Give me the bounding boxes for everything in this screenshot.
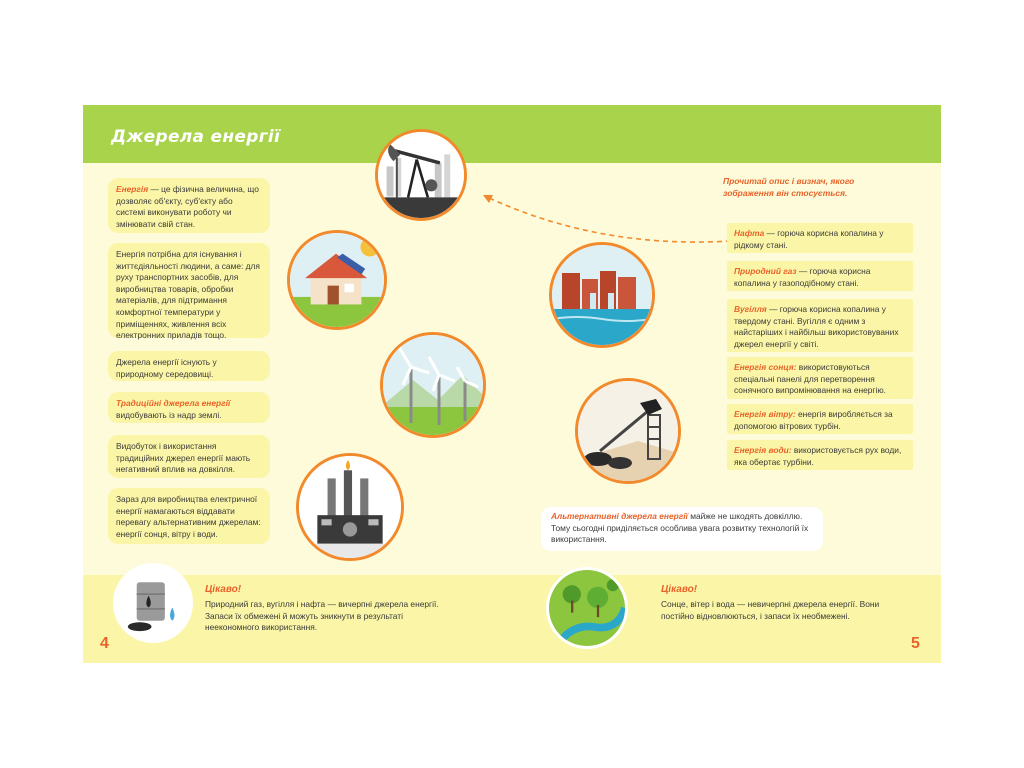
alternative-now-text: Зараз для виробництва електричної енергії намагаються віддавати перевагу альтернативним джерелам: енергії сонця, вітру і води. bbox=[116, 494, 261, 539]
sun-text: використовуються спеціальні панелі для перетворення сонячного випромінювання на енергію. bbox=[734, 362, 886, 396]
page-number-left: 4 bbox=[100, 635, 109, 652]
wind-box bbox=[727, 404, 913, 434]
traditional-text: видобувають із надр землі. bbox=[116, 409, 222, 420]
wind-turbines-circle bbox=[380, 332, 486, 438]
wind-text: енергія виробляється за допомогою вітрових турбін. bbox=[734, 409, 893, 431]
fact-left-text: Природний газ, вугілля і нафта — вичерпні джерела енергії. Запаси їх обмежені й можуть зникнути в результаті неекономного використання. bbox=[205, 599, 439, 633]
water-text: використовується рух води, яка обертає турбіни. bbox=[734, 445, 902, 467]
oil-pump-circle bbox=[375, 129, 467, 221]
oil-term: Нафта bbox=[734, 228, 765, 238]
sun-box bbox=[727, 357, 913, 399]
coal-box bbox=[727, 299, 913, 352]
coal-term: Вугілля bbox=[734, 304, 767, 314]
river-landscape-circle bbox=[546, 567, 628, 649]
coal-mine-circle bbox=[575, 378, 681, 484]
fact-right-text: Сонце, вітер і вода — невичерпні джерела енергії. Вони постійно відновлюються, і запаси їх необмежені. bbox=[661, 599, 880, 621]
energy-need-box bbox=[108, 243, 270, 341]
nature-text: Джерела енергії існують у природному середовищі. bbox=[116, 357, 217, 379]
instruction-text: Прочитай опис і визнач, якого зображення він стосується. bbox=[723, 176, 855, 198]
fact-right-title: Цікаво! bbox=[661, 584, 698, 595]
nature-box bbox=[108, 351, 270, 381]
water-term: Енергія води: bbox=[734, 445, 792, 455]
wind-term: Енергія вітру: bbox=[734, 409, 796, 419]
energy-need-text: Енергія потрібна для існування і життєдіяльності людини, а саме: для руху транспортних засобів, для виробництва товарів, обробки матеріалів, для підтримання комфортної температури у приміщеннях, живлення всіх електронних приладів тощо. bbox=[116, 249, 260, 341]
river-landscape-icon bbox=[549, 570, 625, 646]
solar-house-circle bbox=[287, 230, 387, 330]
oil-text: — горюча корисна копалина у рідкому стані. bbox=[734, 228, 884, 250]
barrel-icon bbox=[116, 566, 190, 640]
traditional-box bbox=[108, 392, 270, 423]
coal-mine-icon bbox=[578, 381, 678, 481]
energy-term: Енергія bbox=[116, 184, 149, 194]
dashed-arrow-icon bbox=[479, 189, 739, 249]
page-title: Джерела енергії bbox=[111, 127, 281, 147]
gas-term: Природний газ bbox=[734, 266, 797, 276]
water-box bbox=[727, 440, 913, 470]
gas-text: — горюча корисна копалина у газоподібному стані. bbox=[734, 266, 871, 288]
page-number-right: 5 bbox=[911, 635, 920, 652]
gas-plant-icon bbox=[299, 456, 401, 558]
oil-box bbox=[727, 223, 913, 253]
coal-text: — горюча корисна копалина у твердому стані. Вугілля є одним з найстаріших і найбільш використовуваних джерел енергії у світі. bbox=[734, 304, 899, 349]
impact-box bbox=[108, 435, 270, 478]
sun-term: Енергія сонця: bbox=[734, 362, 797, 372]
alternative-term: Альтернативні джерела енергії bbox=[551, 511, 688, 521]
fact-left-title: Цікаво! bbox=[205, 584, 242, 595]
oil-pump-icon bbox=[378, 132, 464, 218]
alternative-text: майже не шкодять довкіллю. Тому сьогодні приділяється особлива увага розвитку технологій їх використання. bbox=[551, 511, 809, 545]
hydro-dam-circle bbox=[549, 242, 655, 348]
book-spread bbox=[83, 105, 941, 663]
gas-box bbox=[727, 261, 913, 291]
wind-turbines-icon bbox=[383, 335, 483, 435]
gas-plant-circle bbox=[296, 453, 404, 561]
energy-text: — це фізична величина, що дозволяє об'єкту, суб'єкту або системі виконувати роботу чи змінювати свій стан. bbox=[116, 184, 259, 229]
impact-text: Видобуток і використання традиційних джерел енергії мають негативний вплив на довкілля. bbox=[116, 441, 251, 475]
barrel-circle bbox=[113, 563, 193, 643]
hydro-dam-icon bbox=[552, 245, 652, 345]
alternative-sources-box bbox=[541, 507, 823, 551]
alternative-now-box bbox=[108, 488, 270, 544]
solar-house-icon bbox=[290, 233, 384, 327]
energy-definition-box bbox=[108, 178, 270, 233]
traditional-term: Традиційні джерела енергії bbox=[116, 398, 231, 408]
